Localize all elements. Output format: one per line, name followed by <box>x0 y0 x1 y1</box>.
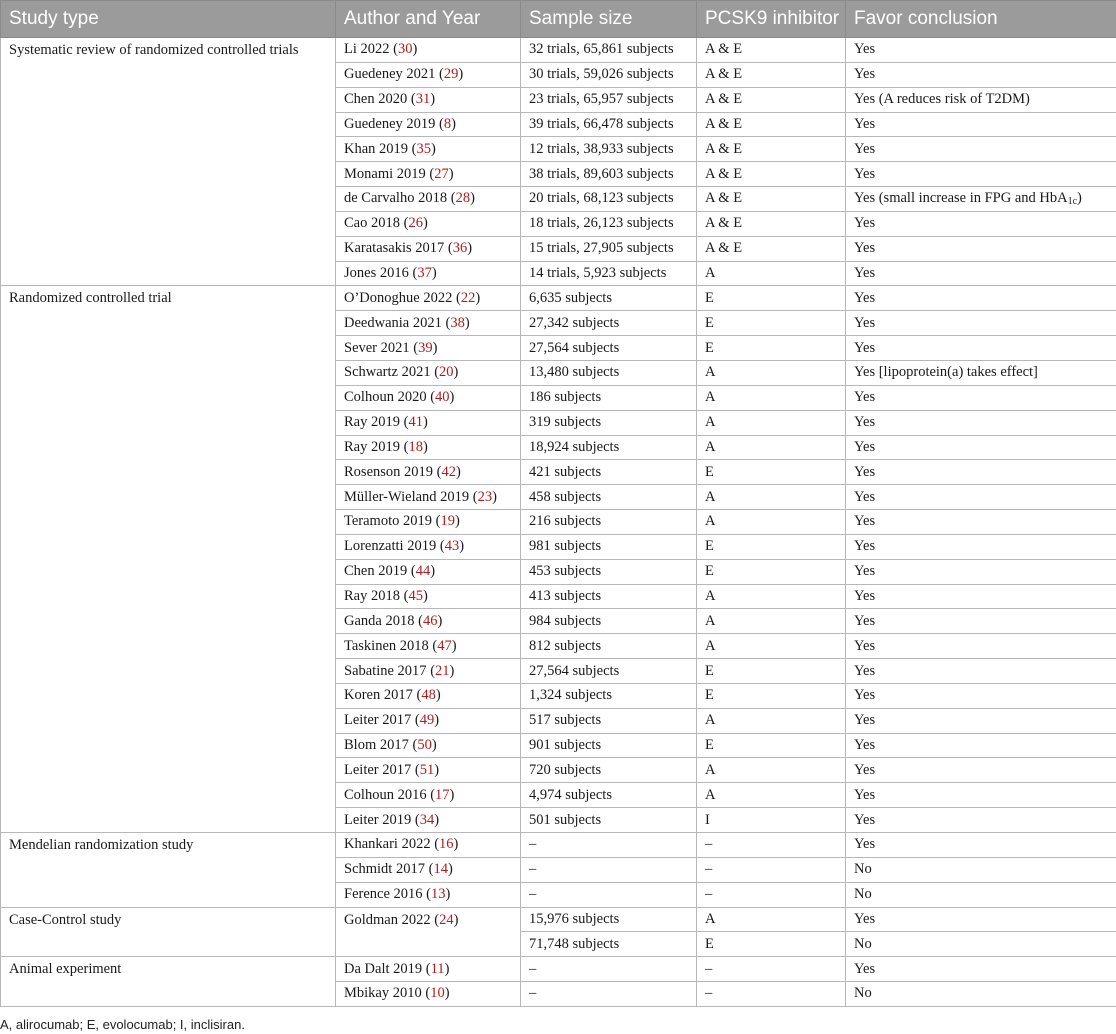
favor-conclusion-cell <box>846 783 1116 808</box>
sample-size-cell: 15,976 subjects <box>521 907 697 932</box>
favor-conclusion-cell <box>846 385 1116 410</box>
author-year-cell: Goldman 2022 (24) <box>336 907 521 957</box>
author-year-cell: Lorenzatti 2019 (43) <box>336 534 521 559</box>
pcsk9-inhibitor-cell: A <box>697 410 846 435</box>
conclusion-text: Yes <box>854 66 876 83</box>
author-year-cell: de Carvalho 2018 (28) <box>336 187 521 212</box>
sample-size-cell: 38 trials, 89,603 subjects <box>521 162 697 187</box>
pcsk9-inhibitor-cell: E <box>697 460 846 485</box>
conclusion-text: Yes <box>854 115 876 132</box>
favor-conclusion-cell <box>846 360 1116 385</box>
author-year-cell: Khankari 2022 (16) <box>336 833 521 858</box>
reference-link[interactable]: 49 <box>419 712 435 729</box>
sample-size-cell: – <box>521 882 697 907</box>
sample-size-cell: 812 subjects <box>521 634 697 659</box>
favor-conclusion-cell <box>846 833 1116 858</box>
conclusion-text: No <box>854 861 872 878</box>
conclusion-text: Yes <box>854 414 876 431</box>
favor-conclusion-cell <box>846 808 1116 833</box>
pcsk9-inhibitor-cell: E <box>697 336 846 361</box>
author-year-cell: Schwartz 2021 (20) <box>336 360 521 385</box>
author-year-text: Mbikay 2010 <box>344 985 422 1002</box>
author-year-cell: Li 2022 (30) <box>336 38 521 63</box>
conclusion-text: Yes <box>854 488 876 505</box>
author-year-text: Ganda 2018 <box>344 612 415 629</box>
author-year-text: Guedeney 2019 <box>344 115 436 132</box>
reference-link[interactable]: 36 <box>452 240 468 257</box>
conclusion-text: Yes <box>854 165 876 182</box>
pcsk9-inhibitor-cell: E <box>697 286 846 311</box>
conclusion-text: Yes <box>854 389 876 406</box>
conclusion-text: Yes <box>854 761 876 778</box>
conclusion-text: Yes <box>854 836 876 853</box>
study-type-cell: Animal experiment <box>1 957 336 1007</box>
conclusion-text: Yes <box>854 960 876 977</box>
study-type-cell: Mendelian randomization study <box>1 833 336 908</box>
author-year-cell: Colhoun 2020 (40) <box>336 385 521 410</box>
sample-size-cell: 319 subjects <box>521 410 697 435</box>
author-year-cell: Chen 2019 (44) <box>336 559 521 584</box>
author-year-cell: Karatasakis 2017 (36) <box>336 236 521 261</box>
sample-size-cell: 720 subjects <box>521 758 697 783</box>
favor-conclusion-cell <box>846 982 1116 1007</box>
author-year-cell: Mbikay 2010 (10) <box>336 982 521 1007</box>
conclusion-text: Yes <box>854 265 876 282</box>
reference-link[interactable]: 50 <box>417 737 432 754</box>
pcsk9-inhibitor-cell: A <box>697 584 846 609</box>
pcsk9-inhibitor-cell: E <box>697 659 846 684</box>
reference-link[interactable]: 14 <box>433 861 448 878</box>
favor-conclusion-cell <box>846 62 1116 87</box>
reference-link[interactable]: 29 <box>443 66 459 83</box>
author-year-text: Schwartz 2021 <box>344 364 431 381</box>
pcsk9-inhibitor-cell: A <box>697 609 846 634</box>
author-year-cell: Monami 2019 (27) <box>336 162 521 187</box>
author-year-cell: Ray 2019 (41) <box>336 410 521 435</box>
pcsk9-inhibitor-cell: A & E <box>697 87 846 112</box>
reference-link[interactable]: 44 <box>415 563 431 580</box>
author-year-text: Rosenson 2019 <box>344 463 434 480</box>
sample-size-cell: 6,635 subjects <box>521 286 697 311</box>
author-year-cell: Taskinen 2018 (47) <box>336 634 521 659</box>
author-year-cell: Guedeney 2019 (8) <box>336 112 521 137</box>
author-year-cell: Ray 2019 (18) <box>336 435 521 460</box>
favor-conclusion-cell <box>846 708 1116 733</box>
conclusion-text: Yes <box>854 637 876 654</box>
header-author-year: Author and Year <box>336 1 521 38</box>
author-year-cell: Deedwania 2021 (38) <box>336 311 521 336</box>
reference-link[interactable]: 30 <box>397 41 413 58</box>
reference-link[interactable]: 41 <box>408 414 423 431</box>
favor-conclusion-cell <box>846 559 1116 584</box>
sample-size-cell: 71,748 subjects <box>521 932 697 957</box>
author-year-text: Ray 2019 <box>344 414 400 431</box>
favor-conclusion-cell <box>846 584 1116 609</box>
reference-link[interactable]: 11 <box>430 960 445 977</box>
conclusion-text: Yes <box>854 240 876 257</box>
author-year-text: Teramoto 2019 <box>344 513 432 530</box>
favor-conclusion-cell <box>846 187 1116 212</box>
pcsk9-inhibitor-cell: – <box>697 857 846 882</box>
reference-link[interactable]: 21 <box>435 662 450 679</box>
reference-link[interactable]: 19 <box>440 513 455 530</box>
table-footnote: A, alirocumab; E, evolocumab; I, inclisiran. <box>0 1017 245 1032</box>
conclusion-text: Yes <box>854 737 876 754</box>
author-year-cell: Colhoun 2016 (17) <box>336 783 521 808</box>
favor-conclusion-cell <box>846 286 1116 311</box>
conclusion-text: Yes <box>854 563 876 580</box>
conclusion-text: No <box>854 935 872 952</box>
pcsk9-inhibitor-cell: E <box>697 311 846 336</box>
author-year-text: Colhoun 2016 <box>344 786 427 803</box>
author-year-text: O’Donoghue 2022 <box>344 289 453 306</box>
author-year-cell: Sabatine 2017 (21) <box>336 659 521 684</box>
sample-size-cell: 27,564 subjects <box>521 659 697 684</box>
author-year-cell: Müller-Wieland 2019 (23) <box>336 485 521 510</box>
conclusion-text: Yes <box>854 215 876 232</box>
author-year-text: Sever 2021 <box>344 339 410 356</box>
conclusion-text: Yes <box>854 314 876 331</box>
conclusion-text: Yes <box>854 463 876 480</box>
sample-size-cell: 517 subjects <box>521 708 697 733</box>
favor-conclusion-cell <box>846 758 1116 783</box>
conclusion-text: Yes <box>854 811 876 828</box>
sample-size-cell: 4,974 subjects <box>521 783 697 808</box>
author-year-cell: Ray 2018 (45) <box>336 584 521 609</box>
pcsk9-inhibitor-cell: E <box>697 534 846 559</box>
pcsk9-inhibitor-cell: – <box>697 982 846 1007</box>
sample-size-cell: 453 subjects <box>521 559 697 584</box>
author-year-text: Karatasakis 2017 <box>344 240 445 257</box>
author-year-cell: Leiter 2017 (51) <box>336 758 521 783</box>
pcsk9-inhibitor-cell: – <box>697 882 846 907</box>
reference-link[interactable]: 18 <box>408 438 423 455</box>
pcsk9-inhibitor-cell: A & E <box>697 211 846 236</box>
author-year-text: Da Dalt 2019 <box>344 960 423 977</box>
favor-conclusion-cell <box>846 609 1116 634</box>
pcsk9-inhibitor-cell: E <box>697 733 846 758</box>
sample-size-cell: – <box>521 833 697 858</box>
pcsk9-inhibitor-cell: A <box>697 485 846 510</box>
author-year-text: Ference 2016 <box>344 886 423 903</box>
favor-conclusion-cell <box>846 907 1116 932</box>
reference-link[interactable]: 42 <box>441 463 456 480</box>
author-year-text: Schmidt 2017 <box>344 861 425 878</box>
reference-link[interactable]: 22 <box>460 289 476 306</box>
pcsk9-inhibitor-cell: A <box>697 783 846 808</box>
sample-size-cell: 458 subjects <box>521 485 697 510</box>
author-year-text: Ray 2018 <box>344 587 400 604</box>
favor-conclusion-cell <box>846 460 1116 485</box>
favor-conclusion-cell <box>846 932 1116 957</box>
sample-size-cell: 12 trials, 38,933 subjects <box>521 137 697 162</box>
conclusion-text: Yes <box>854 339 876 356</box>
favor-conclusion-cell <box>846 634 1116 659</box>
reference-link[interactable]: 31 <box>415 91 431 108</box>
pcsk9-inhibitor-cell: – <box>697 833 846 858</box>
conclusion-text: Yes <box>854 513 876 530</box>
author-year-cell: O’Donoghue 2022 (22) <box>336 286 521 311</box>
favor-conclusion-cell <box>846 87 1116 112</box>
favor-conclusion-cell <box>846 485 1116 510</box>
favor-conclusion-cell <box>846 510 1116 535</box>
conclusion-text: Yes <box>854 289 876 306</box>
sample-size-cell: 23 trials, 65,957 subjects <box>521 87 697 112</box>
author-year-cell: Cao 2018 (26) <box>336 211 521 236</box>
reference-link[interactable]: 48 <box>421 687 436 704</box>
favor-conclusion-cell <box>846 236 1116 261</box>
pcsk9-inhibitor-cell: E <box>697 683 846 708</box>
author-year-text: Leiter 2019 <box>344 811 412 828</box>
table-row <box>1 833 1116 858</box>
reference-link[interactable]: 46 <box>422 612 438 629</box>
favor-conclusion-cell <box>846 683 1116 708</box>
author-year-text: Monami 2019 <box>344 165 426 182</box>
sample-size-cell: 14 trials, 5,923 subjects <box>521 261 697 286</box>
header-row <box>1 1 1116 38</box>
conclusion-text: Yes <box>854 612 876 629</box>
sample-size-cell: 413 subjects <box>521 584 697 609</box>
favor-conclusion-cell <box>846 659 1116 684</box>
favor-conclusion-cell <box>846 410 1116 435</box>
sample-size-cell: 216 subjects <box>521 510 697 535</box>
favor-conclusion-cell <box>846 137 1116 162</box>
favor-conclusion-cell <box>846 336 1116 361</box>
author-year-text: Colhoun 2020 <box>344 389 427 406</box>
reference-link[interactable]: 43 <box>444 538 460 555</box>
favor-conclusion-cell <box>846 534 1116 559</box>
pcsk9-inhibitor-cell: A & E <box>697 162 846 187</box>
conclusion-text: Yes <box>854 438 876 455</box>
author-year-text: Khan 2019 <box>344 140 409 157</box>
study-type-cell: Systematic review of randomized controlled trials <box>1 38 336 286</box>
pcsk9-inhibitor-cell: A <box>697 385 846 410</box>
sample-size-cell: 984 subjects <box>521 609 697 634</box>
reference-link[interactable]: 8 <box>443 115 452 132</box>
table-body <box>1 38 1116 1007</box>
pcsk9-inhibitor-cell: A <box>697 907 846 932</box>
sample-size-cell: 39 trials, 66,478 subjects <box>521 112 697 137</box>
author-year-text: Guedeney 2021 <box>344 66 436 83</box>
reference-link[interactable]: 10 <box>430 985 445 1002</box>
pcsk9-inhibitor-cell: A <box>697 261 846 286</box>
author-year-text: de Carvalho 2018 <box>344 190 448 207</box>
author-year-cell: Teramoto 2019 (19) <box>336 510 521 535</box>
sample-size-cell: 501 subjects <box>521 808 697 833</box>
author-year-cell: Jones 2016 (37) <box>336 261 521 286</box>
conclusion-text: Yes <box>854 587 876 604</box>
pcsk9-inhibitor-cell: A <box>697 435 846 460</box>
sample-size-cell: 981 subjects <box>521 534 697 559</box>
study-type-cell: Randomized controlled trial <box>1 286 336 833</box>
pcsk9-inhibitor-cell: I <box>697 808 846 833</box>
conclusion-text: Yes <box>854 538 876 555</box>
conclusion-text: Yes <box>854 910 876 927</box>
sample-size-cell: 18,924 subjects <box>521 435 697 460</box>
pcsk9-inhibitor-cell: A & E <box>697 236 846 261</box>
author-year-text: Khankari 2022 <box>344 836 431 853</box>
sample-size-cell: – <box>521 957 697 982</box>
conclusion-text: Yes (A reduces risk of T2DM) <box>854 91 1030 108</box>
header-pcsk9-inhibitor: PCSK9 inhibitor <box>697 1 846 38</box>
sample-size-cell: 20 trials, 68,123 subjects <box>521 187 697 212</box>
author-year-cell: Guedeney 2021 (29) <box>336 62 521 87</box>
conclusion-text: Yes <box>854 140 876 157</box>
pcsk9-inhibitor-cell: A <box>697 360 846 385</box>
conclusion-text: Yes <box>854 687 876 704</box>
author-year-cell: Leiter 2017 (49) <box>336 708 521 733</box>
favor-conclusion-cell <box>846 435 1116 460</box>
favor-conclusion-cell <box>846 311 1116 336</box>
table-row <box>1 286 1116 311</box>
reference-link[interactable]: 17 <box>435 786 450 803</box>
reference-link[interactable]: 24 <box>439 911 454 928</box>
author-year-text: Taskinen 2018 <box>344 637 429 654</box>
author-year-cell: Koren 2017 (48) <box>336 683 521 708</box>
header-study-type: Study type <box>1 1 336 38</box>
table-row <box>1 957 1116 982</box>
conclusion-tail: ) <box>1077 190 1082 207</box>
reference-link[interactable]: 13 <box>430 886 446 903</box>
sample-size-cell: – <box>521 857 697 882</box>
reference-link[interactable]: 47 <box>437 637 452 654</box>
header-sample-size: Sample size <box>521 1 697 38</box>
favor-conclusion-cell <box>846 882 1116 907</box>
author-year-text: Blom 2017 <box>344 737 409 754</box>
author-year-text: Chen 2020 <box>344 91 408 108</box>
conclusion-text: No <box>854 985 872 1002</box>
reference-link[interactable]: 28 <box>455 190 471 207</box>
author-year-cell: Khan 2019 (35) <box>336 137 521 162</box>
favor-conclusion-cell <box>846 733 1116 758</box>
sample-size-cell: 32 trials, 65,861 subjects <box>521 38 697 63</box>
author-year-text: Leiter 2017 <box>344 761 412 778</box>
reference-link[interactable]: 45 <box>408 587 423 604</box>
sample-size-cell: – <box>521 982 697 1007</box>
pcsk9-inhibitor-cell: E <box>697 932 846 957</box>
reference-link[interactable]: 26 <box>408 215 423 232</box>
pcsk9-inhibitor-cell: A & E <box>697 38 846 63</box>
conclusion-text: No <box>854 886 872 903</box>
sample-size-cell: 13,480 subjects <box>521 360 697 385</box>
study-type-cell: Case-Control study <box>1 907 336 957</box>
reference-link[interactable]: 20 <box>439 364 454 381</box>
pcsk9-inhibitor-cell: A <box>697 708 846 733</box>
sample-size-cell: 27,342 subjects <box>521 311 697 336</box>
sample-size-cell: 1,324 subjects <box>521 683 697 708</box>
reference-link[interactable]: 34 <box>419 811 435 828</box>
reference-link[interactable]: 38 <box>450 314 465 331</box>
pcsk9-inhibitor-cell: – <box>697 957 846 982</box>
pcsk9-inhibitor-cell: A <box>697 510 846 535</box>
author-year-text: Lorenzatti 2019 <box>344 538 437 555</box>
author-year-cell: Sever 2021 (39) <box>336 336 521 361</box>
author-year-text: Jones 2016 <box>344 265 409 282</box>
sample-size-cell: 15 trials, 27,905 subjects <box>521 236 697 261</box>
author-year-text: Koren 2017 <box>344 687 413 704</box>
reference-link[interactable]: 23 <box>477 488 493 505</box>
favor-conclusion-cell <box>846 857 1116 882</box>
sample-size-cell: 186 subjects <box>521 385 697 410</box>
author-year-cell: Leiter 2019 (34) <box>336 808 521 833</box>
favor-conclusion-cell <box>846 211 1116 236</box>
author-year-cell: Schmidt 2017 (14) <box>336 857 521 882</box>
table-row <box>1 38 1116 63</box>
conclusion-subscript: 1c <box>1067 196 1078 208</box>
pcsk9-inhibitor-cell: A & E <box>697 187 846 212</box>
author-year-text: Goldman 2022 <box>344 911 431 928</box>
author-year-cell: Ganda 2018 (46) <box>336 609 521 634</box>
reference-link[interactable]: 40 <box>435 389 450 406</box>
conclusion-text: Yes [lipoprotein(a) takes effect] <box>854 364 1038 381</box>
table-row <box>1 907 1116 932</box>
pcsk9-inhibitor-cell: E <box>697 559 846 584</box>
conclusion-text: Yes <box>854 786 876 803</box>
author-year-cell: Rosenson 2019 (42) <box>336 460 521 485</box>
pcsk9-inhibitor-cell: A & E <box>697 62 846 87</box>
sample-size-cell: 30 trials, 59,026 subjects <box>521 62 697 87</box>
author-year-cell: Chen 2020 (31) <box>336 87 521 112</box>
reference-link[interactable]: 51 <box>419 761 435 778</box>
favor-conclusion-cell <box>846 38 1116 63</box>
reference-link[interactable]: 35 <box>416 140 432 157</box>
reference-link[interactable]: 27 <box>434 165 449 182</box>
conclusion-text: Yes (small increase in FPG and HbA <box>854 190 1068 207</box>
favor-conclusion-cell <box>846 261 1116 286</box>
reference-link[interactable]: 37 <box>417 265 432 282</box>
author-year-cell: Blom 2017 (50) <box>336 733 521 758</box>
conclusion-text: Yes <box>854 712 876 729</box>
reference-link[interactable]: 39 <box>418 339 433 356</box>
author-year-text: Müller-Wieland 2019 <box>344 488 470 505</box>
favor-conclusion-cell <box>846 112 1116 137</box>
sample-size-cell: 27,564 subjects <box>521 336 697 361</box>
favor-conclusion-cell <box>846 162 1116 187</box>
favor-conclusion-cell <box>846 957 1116 982</box>
sample-size-cell: 901 subjects <box>521 733 697 758</box>
pcsk9-inhibitor-cell: A & E <box>697 112 846 137</box>
sample-size-cell: 18 trials, 26,123 subjects <box>521 211 697 236</box>
author-year-cell: Da Dalt 2019 (11) <box>336 957 521 982</box>
author-year-text: Cao 2018 <box>344 215 400 232</box>
pcsk9-inhibitor-cell: A & E <box>697 137 846 162</box>
header-favor-conclusion: Favor conclusion <box>846 1 1116 38</box>
author-year-text: Chen 2019 <box>344 563 408 580</box>
author-year-text: Deedwania 2021 <box>344 314 442 331</box>
conclusion-text: Yes <box>854 41 876 58</box>
sample-size-cell: 421 subjects <box>521 460 697 485</box>
author-year-text: Li 2022 <box>344 41 390 58</box>
author-year-cell: Ference 2016 (13) <box>336 882 521 907</box>
author-year-text: Ray 2019 <box>344 438 400 455</box>
conclusion-text: Yes <box>854 662 876 679</box>
pcsk9-inhibitor-cell: A <box>697 758 846 783</box>
author-year-text: Sabatine 2017 <box>344 662 427 679</box>
author-year-text: Leiter 2017 <box>344 712 412 729</box>
pcsk9-inhibitor-cell: A <box>697 634 846 659</box>
reference-link[interactable]: 16 <box>439 836 454 853</box>
